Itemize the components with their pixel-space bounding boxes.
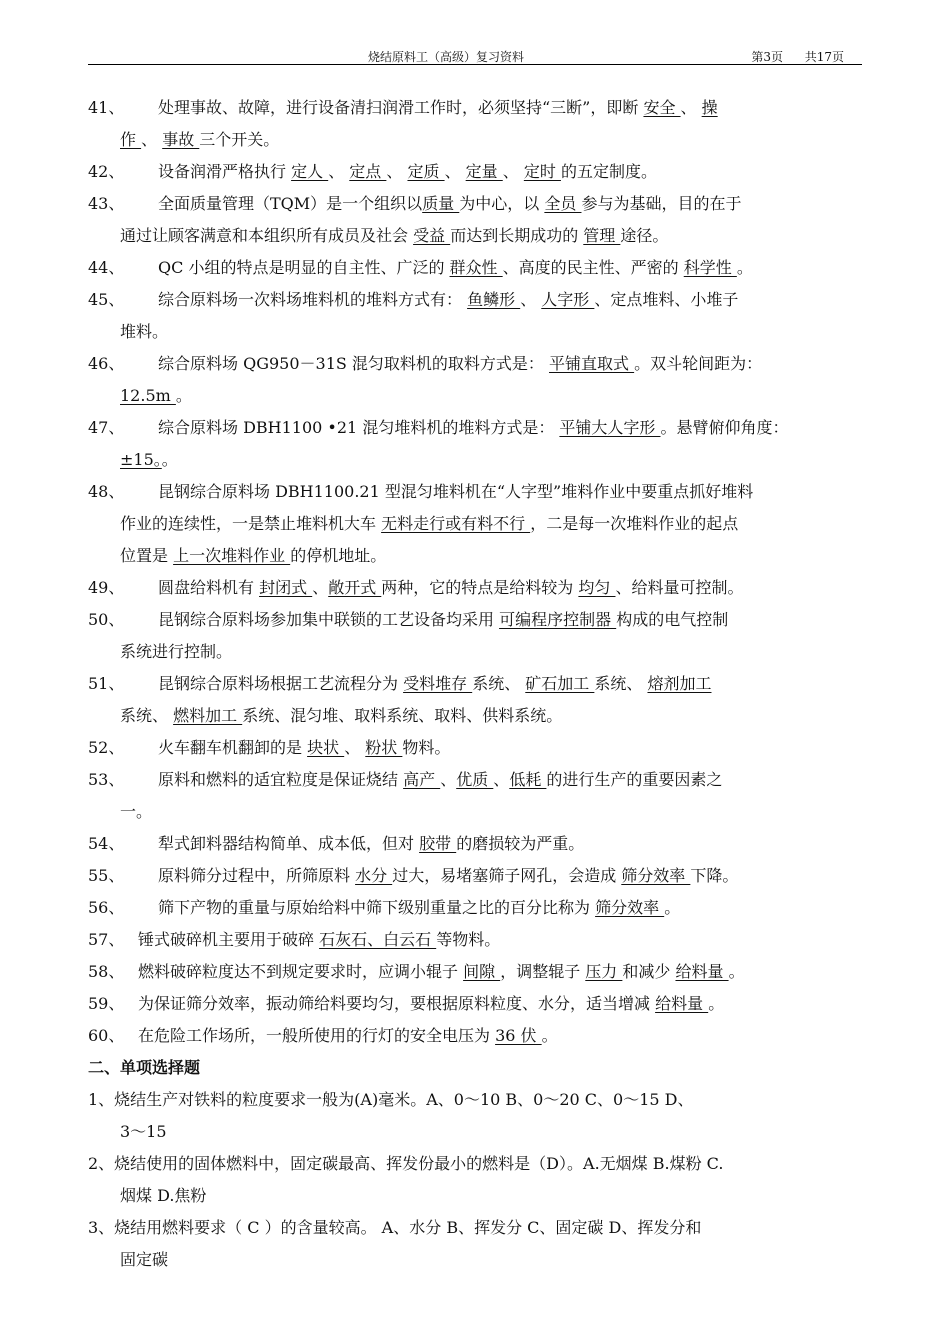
text-line — [88, 412, 860, 444]
question-text: 的进行生产的重要因素之 — [546, 770, 723, 789]
question-text: 。 — [728, 962, 745, 981]
answer-blank: 操 — [701, 98, 718, 117]
item-number: 48、 — [88, 482, 125, 501]
item-number: 50、 — [88, 610, 125, 629]
answer-blank: 优质 — [456, 770, 494, 789]
answer-blank: 间隙 — [463, 962, 501, 981]
text-line — [88, 220, 860, 252]
question-text: 。 — [736, 258, 753, 277]
answer-blank: 燃料加工 — [173, 706, 243, 725]
question-text: 在危险工作场所，一般所使用的行灯的安全电压为 — [138, 1026, 496, 1045]
question-text: 系统、 — [472, 674, 526, 693]
question-text: ，二是每一次堆料作业的起点 — [530, 514, 739, 533]
answer-blank: 上一次堆料作业 — [173, 546, 291, 565]
answer-blank: 敞开式 — [328, 578, 382, 597]
answer-blank: 定点 — [349, 162, 387, 181]
question-text: 物料。 — [402, 738, 451, 757]
page-number: 第3页 — [751, 50, 784, 64]
question-text: 。 — [708, 994, 725, 1013]
question-text: 、 — [141, 130, 163, 149]
question-text: 而达到长期成功的 — [450, 226, 584, 245]
question-text: 构成的电气控制 — [616, 610, 729, 629]
answer-blank: 均匀 — [578, 578, 616, 597]
answer-blank: 群众性 — [449, 258, 503, 277]
text-line — [88, 636, 860, 668]
question-text: 、 — [444, 162, 466, 181]
answer-blank: 受料堆存 — [403, 674, 473, 693]
answer-blank: 熔剂加工 — [647, 674, 712, 693]
text-line — [88, 380, 860, 412]
text-line — [88, 572, 860, 604]
text-line — [88, 1148, 860, 1180]
text-line — [88, 124, 860, 156]
answer-blank: 平铺直取式 — [549, 354, 635, 373]
answer-blank: 给料量 — [675, 962, 729, 981]
question-text: 。悬臂俯仰角度： — [660, 418, 789, 437]
text-line — [88, 476, 860, 508]
question-text: 位置是 — [120, 546, 174, 565]
text-line — [88, 1116, 860, 1148]
question-text: 下降。 — [690, 866, 739, 885]
question-text: 、 — [328, 162, 350, 181]
answer-blank: 质量 — [422, 194, 460, 213]
answer-blank: 可编程序控制器 — [499, 610, 617, 629]
question-text: 和减少 — [622, 962, 676, 981]
question-text: 固定碳 — [120, 1250, 169, 1269]
text-line — [88, 764, 860, 796]
answer-blank: 鱼鳞形 — [467, 290, 521, 309]
answer-blank: 定时 — [523, 162, 561, 181]
item-number: 41、 — [88, 98, 125, 117]
answer-blank: 水分 — [355, 866, 393, 885]
question-text: 一。 — [120, 802, 153, 821]
document-title: 烧结原料工（高级）复习资料 — [368, 50, 525, 64]
question-text: 、 — [312, 578, 329, 597]
answer-blank: 封闭式 — [259, 578, 313, 597]
item-number: 44、 — [88, 258, 125, 277]
question-text: 。 — [541, 1026, 558, 1045]
question-text: 的停机地址。 — [290, 546, 387, 565]
answer-blank: 筛分效率 — [595, 898, 665, 917]
question-text: 、给料量可控制。 — [615, 578, 744, 597]
page-header — [88, 46, 862, 65]
question-text: 等物料。 — [436, 930, 501, 949]
item-number: 59、 — [88, 994, 125, 1013]
text-line — [88, 444, 860, 476]
text-line — [88, 796, 860, 828]
question-text: 锤式破碎机主要用于破碎 — [138, 930, 320, 949]
question-text: 处理事故、故障，进行设备清扫润滑工作时，必须坚持“三断”，即断 — [158, 98, 644, 117]
text-line — [88, 924, 860, 956]
section-heading — [88, 1052, 860, 1084]
item-number: 46、 — [88, 354, 125, 373]
question-text: 、 — [440, 770, 457, 789]
item-number: 43、 — [88, 194, 125, 213]
text-line — [88, 316, 860, 348]
question-text: 、定点堆料、小堆子 — [594, 290, 739, 309]
answer-blank: 压力 — [585, 962, 623, 981]
text-line — [88, 156, 860, 188]
answer-blank: 粉状 — [365, 738, 403, 757]
question-text: 的磨损较为严重。 — [456, 834, 585, 853]
question-text: 二、单项选择题 — [88, 1058, 201, 1077]
answer-blank: 定质 — [407, 162, 445, 181]
question-text: 综合原料场 DBH1100 •21 混匀堆料机的堆料方式是： — [158, 418, 560, 437]
text-line — [88, 988, 860, 1020]
answer-blank: ±15。 — [120, 450, 162, 469]
text-line — [88, 252, 860, 284]
question-text: 过大，易堵塞筛子网孔，会造成 — [392, 866, 622, 885]
question-text: 综合原料场一次料场堆料机的堆料方式有： — [158, 290, 468, 309]
answer-blank: 管理 — [583, 226, 621, 245]
answer-blank: 无料走行或有料不行 — [381, 514, 531, 533]
question-text: QC 小组的特点是明显的自主性、广泛的 — [158, 258, 450, 277]
question-text: 。 — [161, 450, 178, 469]
answer-blank: 定量 — [465, 162, 503, 181]
text-line — [88, 700, 860, 732]
text-line — [88, 604, 860, 636]
question-text: 参与为基础，目的在于 — [581, 194, 742, 213]
answer-blank: 筛分效率 — [621, 866, 691, 885]
question-text: 2、烧结使用的固体燃料中，固定碳最高、挥发份最小的燃料是（D）。A.无烟煤 B.煤粉 C. — [88, 1154, 724, 1173]
answer-blank: 作 — [120, 130, 142, 149]
question-text: 三个开关。 — [199, 130, 280, 149]
question-text: 原料筛分过程中，所筛原料 — [158, 866, 356, 885]
answer-blank: 12.5m — [120, 386, 176, 405]
question-text: 、高度的民主性、严密的 — [502, 258, 684, 277]
text-line — [88, 892, 860, 924]
question-text: 3、烧结用燃料要求（ C ）的含量较高。 A、水分 B、挥发分 C、固定碳 D、挥发分和 — [88, 1218, 702, 1237]
question-text: 1、烧结生产对铁料的粒度要求一般为(A)毫米。A、0～10 B、0～20 C、0～15 D、 — [88, 1090, 694, 1109]
text-line — [88, 540, 860, 572]
question-text: 昆钢综合原料场参加集中联锁的工艺设备均采用 — [158, 610, 500, 629]
text-line — [88, 348, 860, 380]
item-number: 53、 — [88, 770, 125, 789]
question-text: 昆钢综合原料场 DBH1100.21 型混匀堆料机在“人字型”堆料作业中要重点抓好堆料 — [158, 482, 754, 501]
text-line — [88, 284, 860, 316]
text-line — [88, 1180, 860, 1212]
text-line — [88, 668, 860, 700]
question-text: 圆盘给料机有 — [158, 578, 260, 597]
question-text: 通过让顾客满意和本组织所有成员及社会 — [120, 226, 414, 245]
question-text: 火车翻车机翻卸的是 — [158, 738, 308, 757]
question-text: 筛下产物的重量与原始给料中筛下级别重量之比的百分比称为 — [158, 898, 596, 917]
item-number: 60、 — [88, 1026, 125, 1045]
question-text: 、 — [386, 162, 408, 181]
answer-blank: 矿石加工 — [525, 674, 595, 693]
item-number: 58、 — [88, 962, 125, 981]
question-text: 燃料破碎粒度达不到规定要求时，应调小辊子 — [138, 962, 464, 981]
question-text: 。 — [175, 386, 192, 405]
item-number: 55、 — [88, 866, 125, 885]
text-line — [88, 92, 860, 124]
question-text: 的五定制度。 — [560, 162, 657, 181]
text-line — [88, 732, 860, 764]
question-text: 两种，它的特点是给料较为 — [381, 578, 579, 597]
answer-blank: 定人 — [291, 162, 329, 181]
total-pages: 共17页 — [804, 50, 844, 64]
question-text: 作业的连续性，一是禁止堆料机大车 — [120, 514, 382, 533]
answer-blank: 事故 — [162, 130, 200, 149]
question-text: 。 — [664, 898, 681, 917]
item-number: 52、 — [88, 738, 125, 757]
question-text: 综合原料场 QG950－31S 混匀取料机的取料方式是： — [158, 354, 550, 373]
document-body — [88, 92, 860, 1276]
answer-blank: 科学性 — [683, 258, 737, 277]
text-line — [88, 1084, 860, 1116]
question-text: 、 — [520, 290, 542, 309]
answer-blank: 胶带 — [419, 834, 457, 853]
question-text: 、 — [502, 162, 524, 181]
item-number: 45、 — [88, 290, 125, 309]
question-text: 犁式卸料器结构简单、成本低，但对 — [158, 834, 420, 853]
question-text: 为中心，以 — [459, 194, 545, 213]
text-line — [88, 860, 860, 892]
answer-blank: 全员 — [544, 194, 582, 213]
answer-blank: 受益 — [413, 226, 451, 245]
answer-blank: 石灰石、白云石 — [319, 930, 437, 949]
page-info — [751, 48, 844, 65]
answer-blank: 平铺大人字形 — [559, 418, 661, 437]
answer-blank: 人字形 — [541, 290, 595, 309]
item-number: 49、 — [88, 578, 125, 597]
text-line — [88, 1212, 860, 1244]
question-text: 全面质量管理（TQM）是一个组织以 — [158, 194, 423, 213]
question-text: 途径。 — [620, 226, 669, 245]
item-number: 56、 — [88, 898, 125, 917]
question-text: 、 — [493, 770, 510, 789]
item-number: 51、 — [88, 674, 125, 693]
question-text: 烟煤 D.焦粉 — [120, 1186, 207, 1205]
answer-blank: 低耗 — [509, 770, 547, 789]
answer-blank: 给料量 — [655, 994, 709, 1013]
question-text: ，调整辊子 — [500, 962, 586, 981]
question-text: 为保证筛分效率，振动筛给料要均匀，要根据原料粒度、水分，适当增减 — [138, 994, 656, 1013]
question-text: 系统、 — [120, 706, 174, 725]
question-text: 、 — [344, 738, 366, 757]
text-line — [88, 188, 860, 220]
question-text: 系统进行控制。 — [120, 642, 233, 661]
item-number: 47、 — [88, 418, 125, 437]
question-text: 堆料。 — [120, 322, 169, 341]
item-number: 54、 — [88, 834, 125, 853]
answer-blank: 安全 — [643, 98, 681, 117]
answer-blank: 高产 — [403, 770, 441, 789]
text-line — [88, 1020, 860, 1052]
text-line — [88, 828, 860, 860]
question-text: 3～15 — [120, 1122, 167, 1141]
question-text: 设备润滑严格执行 — [158, 162, 292, 181]
text-line — [88, 956, 860, 988]
question-text: 系统、混匀堆、取料系统、取料、供料系统。 — [242, 706, 563, 725]
question-text: 系统、 — [594, 674, 648, 693]
question-text: 原料和燃料的适宜粒度是保证烧结 — [158, 770, 404, 789]
answer-blank: 36 伏 — [495, 1026, 542, 1045]
question-text: 、 — [680, 98, 702, 117]
question-text: 昆钢综合原料场根据工艺流程分为 — [158, 674, 404, 693]
item-number: 57、 — [88, 930, 125, 949]
question-text: 。双斗轮间距为： — [634, 354, 763, 373]
text-line — [88, 508, 860, 540]
answer-blank: 块状 — [307, 738, 345, 757]
text-line — [88, 1244, 860, 1276]
item-number: 42、 — [88, 162, 125, 181]
